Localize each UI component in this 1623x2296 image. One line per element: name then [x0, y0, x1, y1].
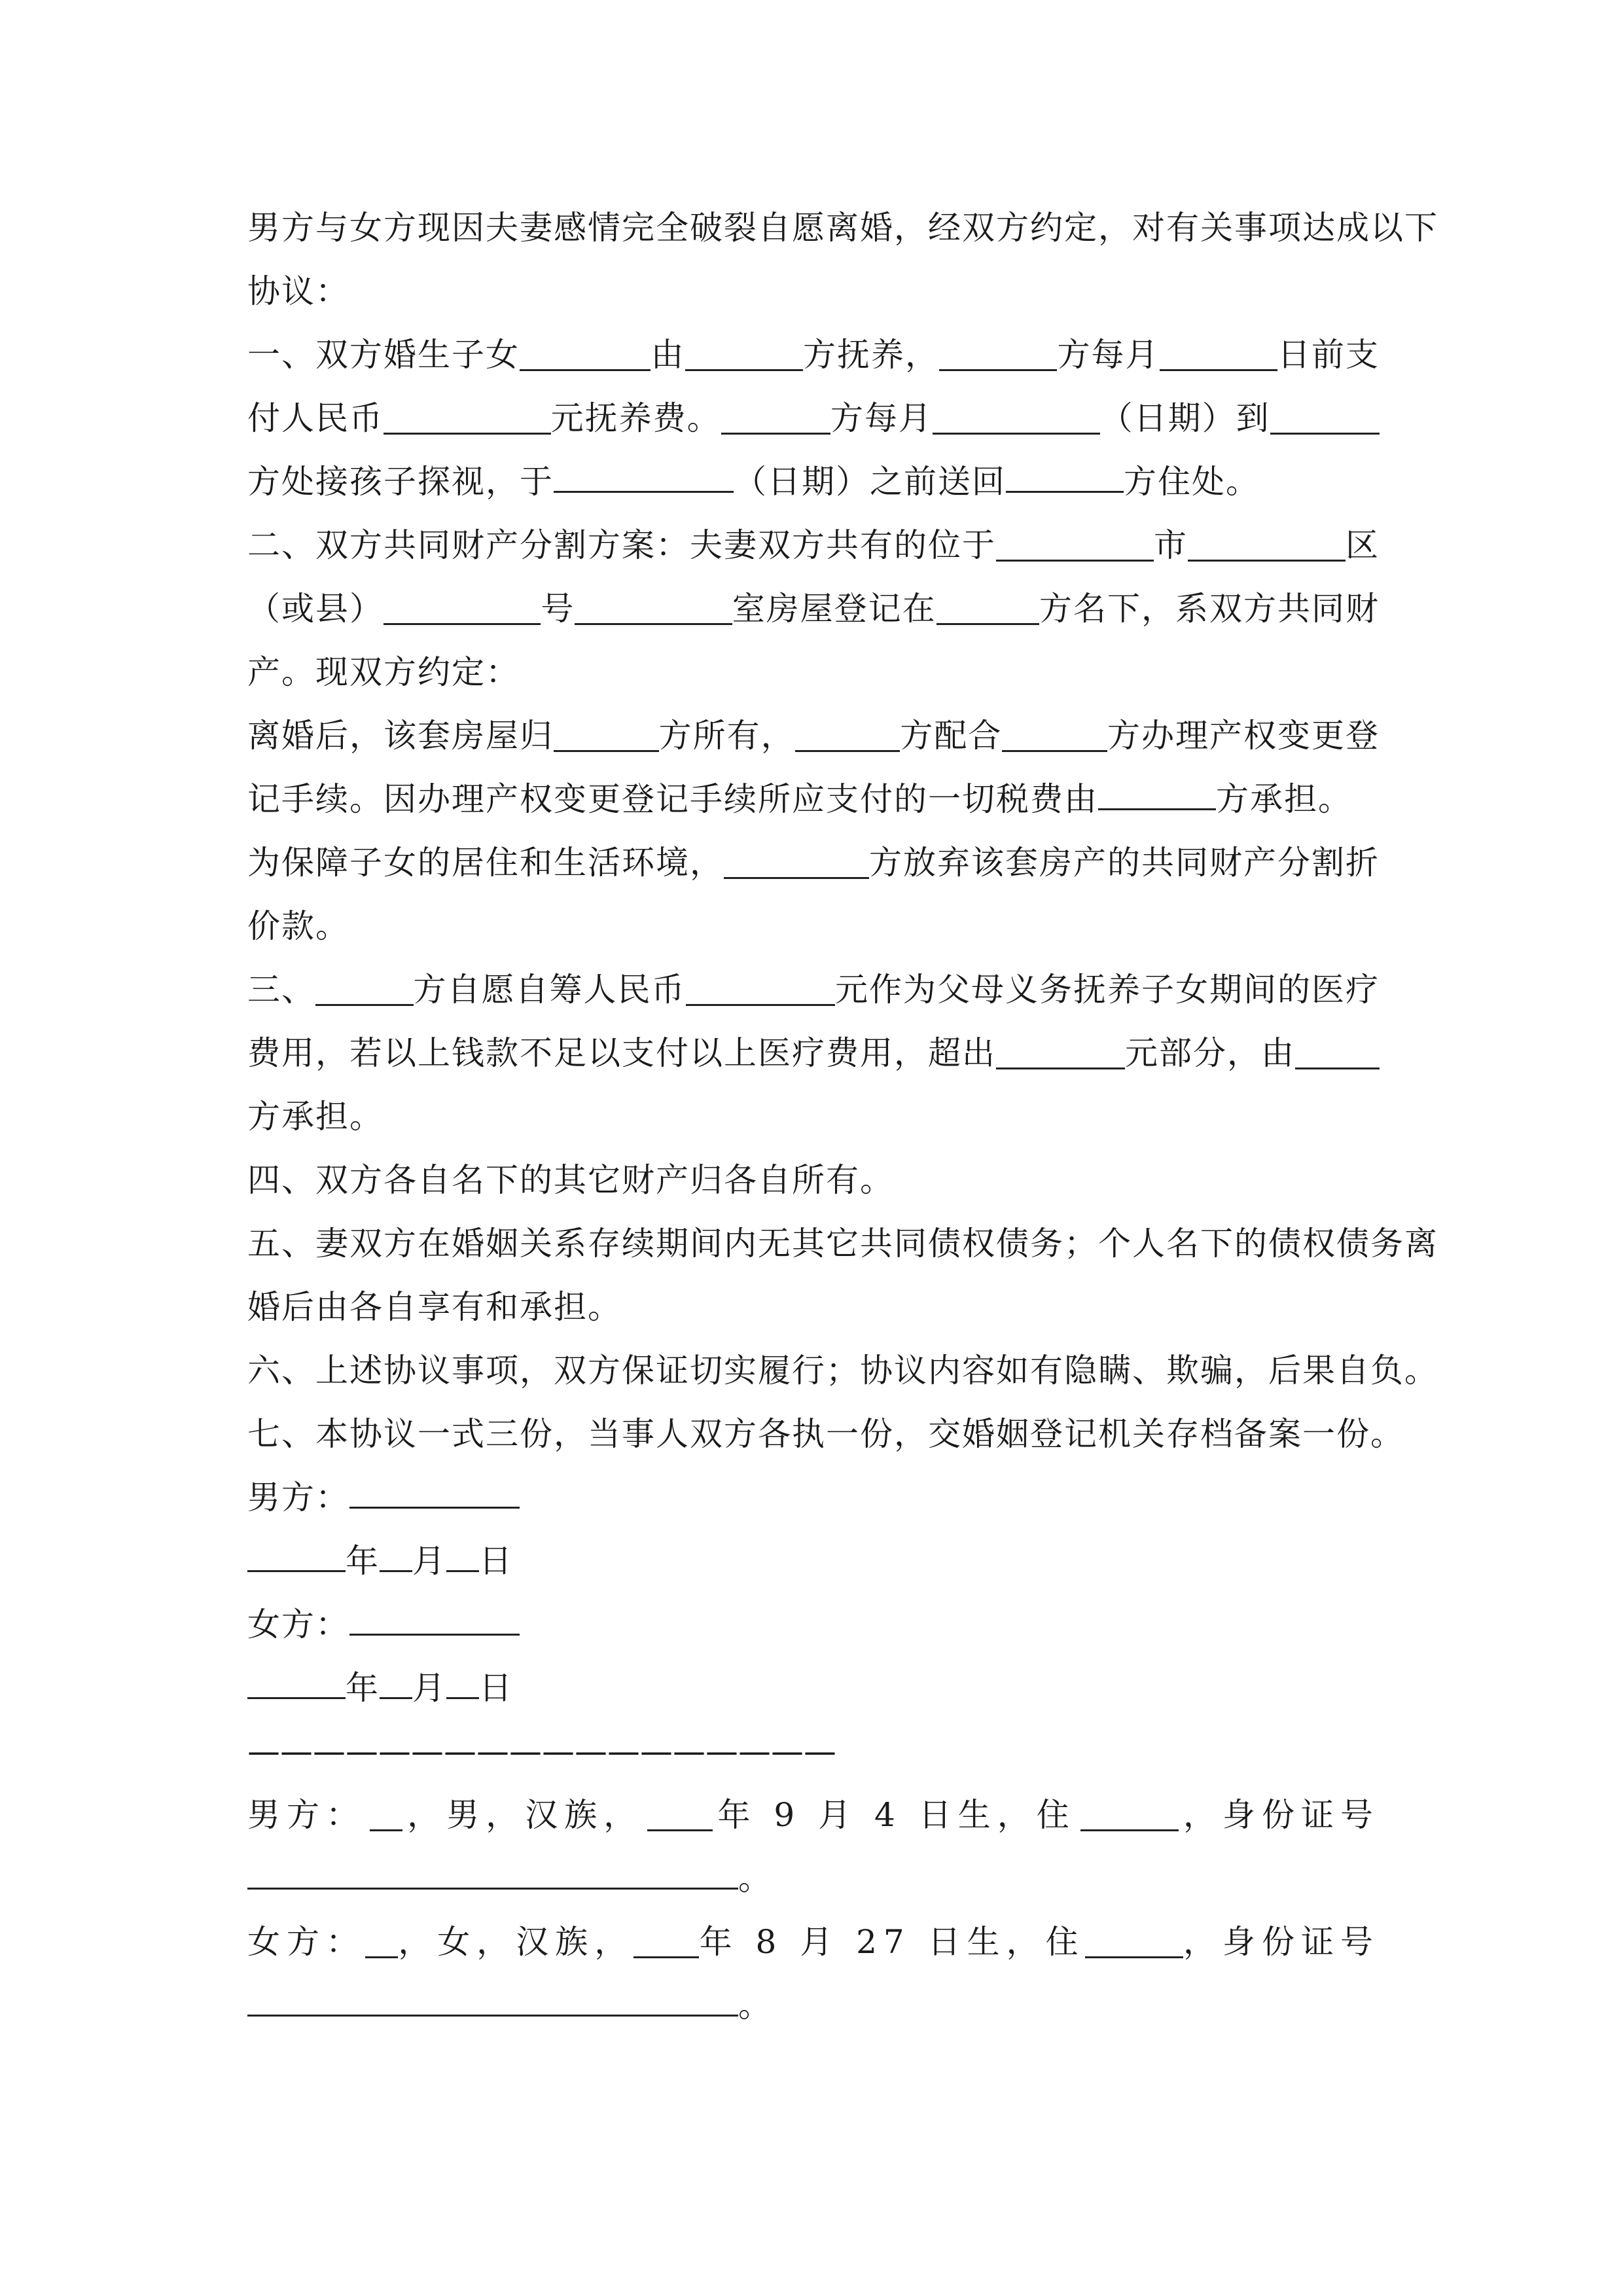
clause7-line	[247, 1403, 1404, 1466]
clause2-line-2	[247, 577, 1380, 641]
female-signature-label: 女方：	[247, 1605, 349, 1643]
clause-text: 方抚养，	[803, 336, 939, 374]
blank-field[interactable]	[795, 720, 901, 752]
female-signature-field[interactable]	[349, 1604, 520, 1636]
dash-separator: ——————————————————	[247, 1732, 836, 1770]
id-number-field[interactable]	[247, 1857, 738, 1890]
clause-text: 婚后由各自享有和承担。	[247, 1288, 622, 1326]
clause-text: 号	[541, 590, 575, 628]
clause-text: 付人民币	[247, 399, 383, 437]
year-field[interactable]	[247, 1667, 346, 1699]
clause-text: 为保障子女的居住和生活环境，	[247, 844, 724, 882]
clause-text: 三、	[247, 971, 315, 1009]
intro-text: 男方与女方现因夫妻感情完全破裂自愿离婚，经双方约定，对有关事项达成以下	[247, 209, 1438, 247]
blank-field[interactable]	[575, 593, 732, 625]
clause-text: 一、双方婚生子女	[247, 336, 520, 374]
clause-text: 方每月	[1057, 336, 1160, 374]
blank-field[interactable]	[315, 974, 414, 1006]
blank-field[interactable]	[1295, 1037, 1380, 1069]
clause4-line	[247, 1149, 1380, 1212]
intro-text: 协议：	[247, 272, 349, 310]
blank-field[interactable]	[686, 974, 835, 1006]
blank-field[interactable]	[554, 461, 734, 493]
blank-field[interactable]	[933, 403, 1100, 435]
party-text: 。	[738, 1859, 772, 1897]
clause-text: 方每月	[830, 399, 933, 437]
party-text: ，身份证号	[1183, 1923, 1380, 1961]
blank-field[interactable]	[383, 403, 551, 435]
party-text: ，男，汉族，	[407, 1796, 643, 1834]
blank-field[interactable]	[383, 593, 541, 625]
clause-text: 价款。	[247, 907, 349, 945]
clause-text: 二、双方共同财产分割方案：夫妻双方共有的位于	[247, 526, 996, 564]
clause2-line-5	[247, 768, 1380, 831]
clause-text: 记手续。因办理产权变更登记手续所应支付的一切税费由	[247, 780, 1098, 818]
clause-text: 方住处。	[1124, 463, 1260, 501]
male-signature-field[interactable]	[349, 1477, 520, 1509]
clause1-line-2	[247, 387, 1380, 450]
clause-text: 元部分，由	[1125, 1034, 1296, 1072]
blank-field[interactable]	[1002, 720, 1107, 752]
blank-field[interactable]	[996, 1037, 1125, 1069]
clause-text: 方办理产权变更登	[1107, 717, 1380, 755]
female-date-line	[247, 1657, 1380, 1720]
year-field[interactable]	[247, 1540, 346, 1572]
blank-field[interactable]	[685, 339, 803, 371]
intro-line-2	[247, 260, 1380, 323]
male-signature-label: 男方：	[247, 1479, 349, 1516]
address-field[interactable]	[1080, 1799, 1179, 1831]
clause2-line-7	[247, 895, 1380, 958]
blank-field[interactable]	[939, 339, 1057, 371]
day-label: 日	[479, 1669, 513, 1707]
party-label: 女方：	[247, 1923, 365, 1961]
male-party-line-1	[247, 1784, 1380, 1847]
clause-text: 产。现双方约定：	[247, 653, 520, 691]
clause-text: 四、双方各自名下的其它财产归各自所有。	[247, 1161, 894, 1199]
clause2-line-1	[247, 514, 1380, 577]
clause5-line-2	[247, 1276, 1380, 1339]
clause-text: 方自愿自筹人民币	[413, 971, 686, 1009]
clause-text: 方配合	[900, 717, 1003, 755]
clause1-line-3	[247, 450, 1380, 514]
intro-line-1	[247, 196, 1438, 260]
address-field[interactable]	[1085, 1926, 1183, 1958]
male-date-line	[247, 1530, 1380, 1593]
clause2-line-4	[247, 704, 1380, 768]
clause-text: 五、妻双方在婚姻关系存续期间内无其它共同债权债务；个人名下的债权债务离	[247, 1225, 1438, 1263]
month-field[interactable]	[380, 1540, 412, 1572]
clause-text: 七、本协议一式三份，当事人双方各执一份，交婚姻登记机关存档备案一份。	[247, 1415, 1404, 1453]
id-number-field[interactable]	[247, 1984, 738, 2017]
party-text: 。	[738, 1986, 772, 2024]
clause-text: 离婚后，该套房屋归	[247, 717, 554, 755]
male-signature-line	[247, 1466, 1380, 1530]
clause-text: 日前支	[1277, 336, 1380, 374]
clause-text: 方所有，	[658, 717, 795, 755]
blank-field[interactable]	[1098, 778, 1216, 810]
blank-field[interactable]	[1160, 339, 1277, 371]
blank-field[interactable]	[724, 847, 869, 879]
blank-field[interactable]	[721, 403, 830, 435]
blank-field[interactable]	[936, 593, 1039, 625]
clause-text: （日期）之前送回	[734, 463, 1006, 501]
female-party-line-1	[247, 1910, 1380, 1974]
clause2-line-6	[247, 831, 1380, 895]
agreement-document	[247, 196, 1438, 2037]
clause-text: 方放弃该套房产的共同财产分割折	[869, 844, 1380, 882]
male-party-line-2	[247, 1847, 1380, 1910]
year-label: 年	[346, 1542, 380, 1580]
day-field[interactable]	[446, 1540, 479, 1572]
separator-line	[247, 1720, 1380, 1784]
party-text: ，身份证号	[1183, 1796, 1380, 1834]
clause-text: 方承担。	[247, 1098, 383, 1136]
birth-year-field[interactable]	[633, 1926, 699, 1958]
clause2-line-3	[247, 641, 1380, 704]
clause-text: 方处接孩子探视，于	[247, 463, 554, 501]
day-field[interactable]	[446, 1667, 479, 1699]
clause-text: 市	[1154, 526, 1188, 564]
clause-text: （日期）到	[1099, 399, 1270, 437]
clause-text: （或县）	[247, 590, 383, 628]
clause3-line-2	[247, 1022, 1380, 1085]
blank-field[interactable]	[1006, 461, 1124, 493]
year-label: 年	[346, 1669, 380, 1707]
blank-field[interactable]	[554, 720, 659, 752]
name-field[interactable]	[370, 1799, 402, 1831]
month-field[interactable]	[380, 1667, 412, 1699]
female-party-line-2	[247, 1974, 1380, 2037]
day-label: 日	[479, 1542, 513, 1580]
clause-text: 由	[651, 336, 685, 374]
clause-text: 方承担。	[1216, 780, 1352, 818]
clause6-line	[247, 1339, 1438, 1403]
blank-field[interactable]	[1188, 529, 1346, 562]
clause1-line-1	[247, 323, 1380, 387]
clause5-line-1	[247, 1212, 1438, 1276]
party-text: 年 9 月 4 日生，住	[717, 1796, 1076, 1834]
clause-text: 费用，若以上钱款不足以支付以上医疗费用，超出	[247, 1034, 996, 1072]
month-label: 月	[412, 1542, 446, 1580]
clause-text: 区	[1346, 526, 1380, 564]
clause-text: 元作为父母义务抚养子女期间的医疗	[835, 971, 1380, 1009]
clause-text: 六、上述协议事项，双方保证切实履行；协议内容如有隐瞒、欺骗，后果自负。	[247, 1352, 1438, 1390]
clause-text: 方名下，系双方共同财	[1039, 590, 1380, 628]
clause3-line-1	[247, 958, 1380, 1022]
female-signature-line	[247, 1593, 1380, 1657]
month-label: 月	[412, 1669, 446, 1707]
birth-year-field[interactable]	[647, 1799, 713, 1831]
blank-field[interactable]	[1270, 403, 1380, 435]
clause-text: 元抚养费。	[550, 399, 721, 437]
party-text: 年 8 月 27 日生，住	[699, 1923, 1085, 1961]
party-label: 男方：	[247, 1796, 365, 1834]
party-text: ，女，汉族，	[398, 1923, 634, 1961]
clause3-line-3	[247, 1085, 1380, 1149]
clause-text: 室房屋登记在	[732, 590, 936, 628]
blank-field[interactable]	[520, 339, 651, 371]
name-field[interactable]	[365, 1926, 398, 1958]
blank-field[interactable]	[996, 529, 1154, 562]
